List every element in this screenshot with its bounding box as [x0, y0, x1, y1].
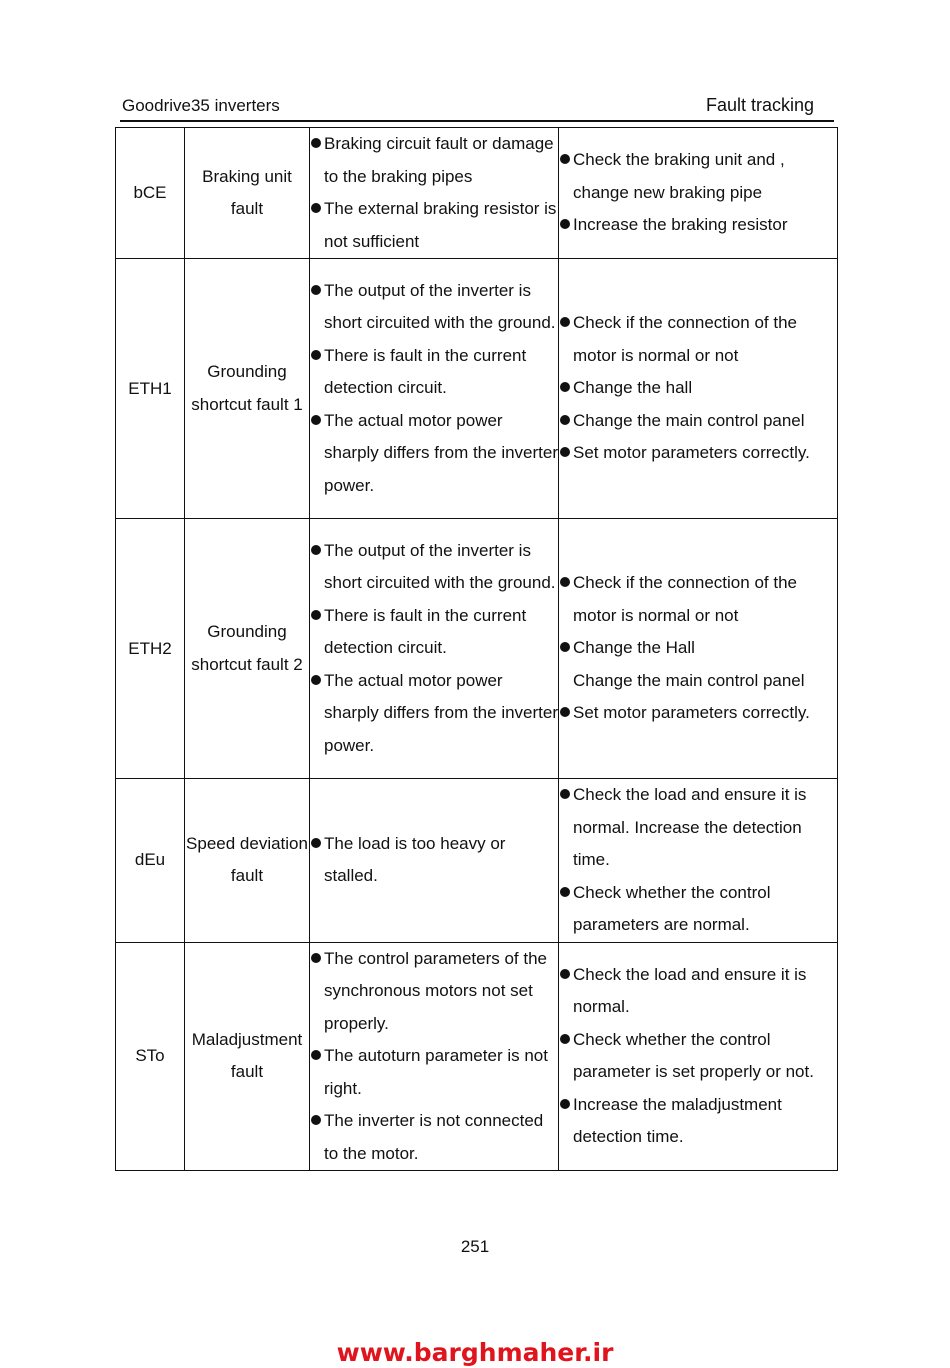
- solution-text: Check whether the control parameter is set properly or not.: [573, 1029, 814, 1082]
- fault-cause-cell: [310, 942, 559, 1171]
- cause-text: The output of the inverter is short circuited with the ground.: [324, 280, 556, 333]
- cause-item: [310, 1105, 558, 1170]
- fault-solution-cell: [559, 942, 838, 1171]
- solution-list: [559, 144, 837, 242]
- solution-item: [559, 1089, 837, 1154]
- solution-text: Check if the connection of the motor is normal or not: [573, 573, 797, 625]
- solution-list: [559, 567, 837, 730]
- solution-text: Increase the maladjustment detection time.: [573, 1094, 782, 1147]
- solution-text: Check the load and ensure it is normal.: [573, 964, 807, 1017]
- cause-list: [310, 275, 558, 503]
- fault-type: Braking unit fault: [185, 128, 310, 259]
- cause-item: [310, 340, 558, 405]
- fault-table-body: [116, 128, 838, 1171]
- solution-item: [559, 372, 837, 405]
- website-watermark[interactable]: www.barghmaher.ir: [336, 1338, 614, 1367]
- solution-text: Check the braking unit and , change new braking pipe: [573, 150, 785, 202]
- cause-text: Braking circuit fault or damage to the braking pipes: [324, 134, 554, 186]
- solution-text: Check the load and ensure it is normal. Increase the detection time.: [573, 785, 807, 869]
- solution-item: [559, 209, 837, 242]
- page-header: [120, 94, 834, 122]
- section-title: Fault tracking: [705, 95, 814, 115]
- cause-item: [310, 275, 558, 340]
- solution-item: [559, 959, 837, 1024]
- solution-item: [559, 307, 837, 372]
- solution-list: [559, 959, 837, 1154]
- fault-cause-cell: [310, 128, 559, 259]
- cause-text: The inverter is not connected to the motor.: [324, 1111, 544, 1163]
- cause-item: [310, 405, 558, 503]
- solution-item: [559, 437, 837, 470]
- cause-list: [310, 535, 558, 763]
- solution-text: Set motor parameters correctly.: [573, 443, 810, 463]
- solution-item: [559, 632, 837, 665]
- fault-solution-cell: [559, 779, 838, 943]
- cause-text: The actual motor power sharply differs from the inverter power.: [324, 670, 558, 755]
- fault-cause-cell: [310, 259, 559, 519]
- fault-solution-cell: [559, 128, 838, 259]
- solution-text: Check if the connection of the motor is normal or not: [573, 313, 797, 365]
- solution-text: Change the Hall: [573, 638, 695, 658]
- cause-item: [310, 943, 558, 1041]
- cause-list: [310, 828, 558, 893]
- cause-text: The actual motor power sharply differs from the inverter power.: [324, 410, 558, 495]
- cause-text: There is fault in the current detection circuit.: [324, 345, 527, 398]
- fault-row: [116, 942, 838, 1171]
- fault-code: ETH2: [116, 519, 185, 779]
- cause-item: [310, 535, 558, 600]
- cause-list: [310, 128, 558, 258]
- solution-item: [559, 1024, 837, 1089]
- fault-code: dEu: [116, 779, 185, 943]
- solution-item: [559, 697, 837, 730]
- cause-item: [310, 600, 558, 665]
- solution-item: [559, 779, 837, 877]
- document-title: Goodrive35 inverters: [122, 96, 280, 115]
- solution-text: Increase the braking resistor: [573, 215, 788, 235]
- solution-text: Change the main control panel: [573, 410, 805, 430]
- fault-type: Grounding shortcut fault 2: [185, 519, 310, 779]
- fault-row: [116, 128, 838, 259]
- page-number: 251: [460, 1237, 490, 1256]
- solution-item: [559, 144, 837, 209]
- fault-code: bCE: [116, 128, 185, 259]
- solution-item: [559, 665, 837, 698]
- cause-item: [310, 193, 558, 258]
- fault-row: [116, 519, 838, 779]
- fault-solution-cell: [559, 519, 838, 779]
- solution-list: [559, 779, 837, 942]
- cause-text: The external braking resistor is not sufficient: [324, 199, 557, 251]
- solution-text: Change the main control panel: [573, 670, 805, 690]
- solution-item: [559, 877, 837, 942]
- cause-item: [310, 1040, 558, 1105]
- solution-text: Change the hall: [573, 378, 693, 398]
- fault-code: STo: [116, 942, 185, 1171]
- fault-cause-cell: [310, 779, 559, 943]
- solution-text: Check whether the control parameters are normal.: [573, 882, 771, 934]
- fault-code: ETH1: [116, 259, 185, 519]
- solution-text: Set motor parameters correctly.: [573, 703, 810, 723]
- fault-solution-cell: [559, 259, 838, 519]
- fault-type: Maladjustment fault: [185, 942, 310, 1171]
- fault-row: [116, 259, 838, 519]
- solution-item: [559, 405, 837, 438]
- cause-item: [310, 128, 558, 193]
- cause-text: There is fault in the current detection circuit.: [324, 605, 527, 658]
- fault-cause-cell: [310, 519, 559, 779]
- cause-text: The output of the inverter is short circuited with the ground.: [324, 540, 556, 593]
- cause-item: [310, 828, 558, 893]
- fault-row: [116, 779, 838, 943]
- cause-text: The control parameters of the synchronous motors not set properly.: [324, 948, 548, 1033]
- fault-type: Speed deviation fault: [185, 779, 310, 943]
- solution-list: [559, 307, 837, 470]
- cause-text: The load is too heavy or stalled.: [324, 833, 506, 886]
- fault-type: Grounding shortcut fault 1: [185, 259, 310, 519]
- cause-text: The autoturn parameter is not right.: [324, 1046, 548, 1098]
- solution-item: [559, 567, 837, 632]
- cause-list: [310, 943, 558, 1171]
- cause-item: [310, 665, 558, 763]
- fault-table: [115, 127, 838, 1171]
